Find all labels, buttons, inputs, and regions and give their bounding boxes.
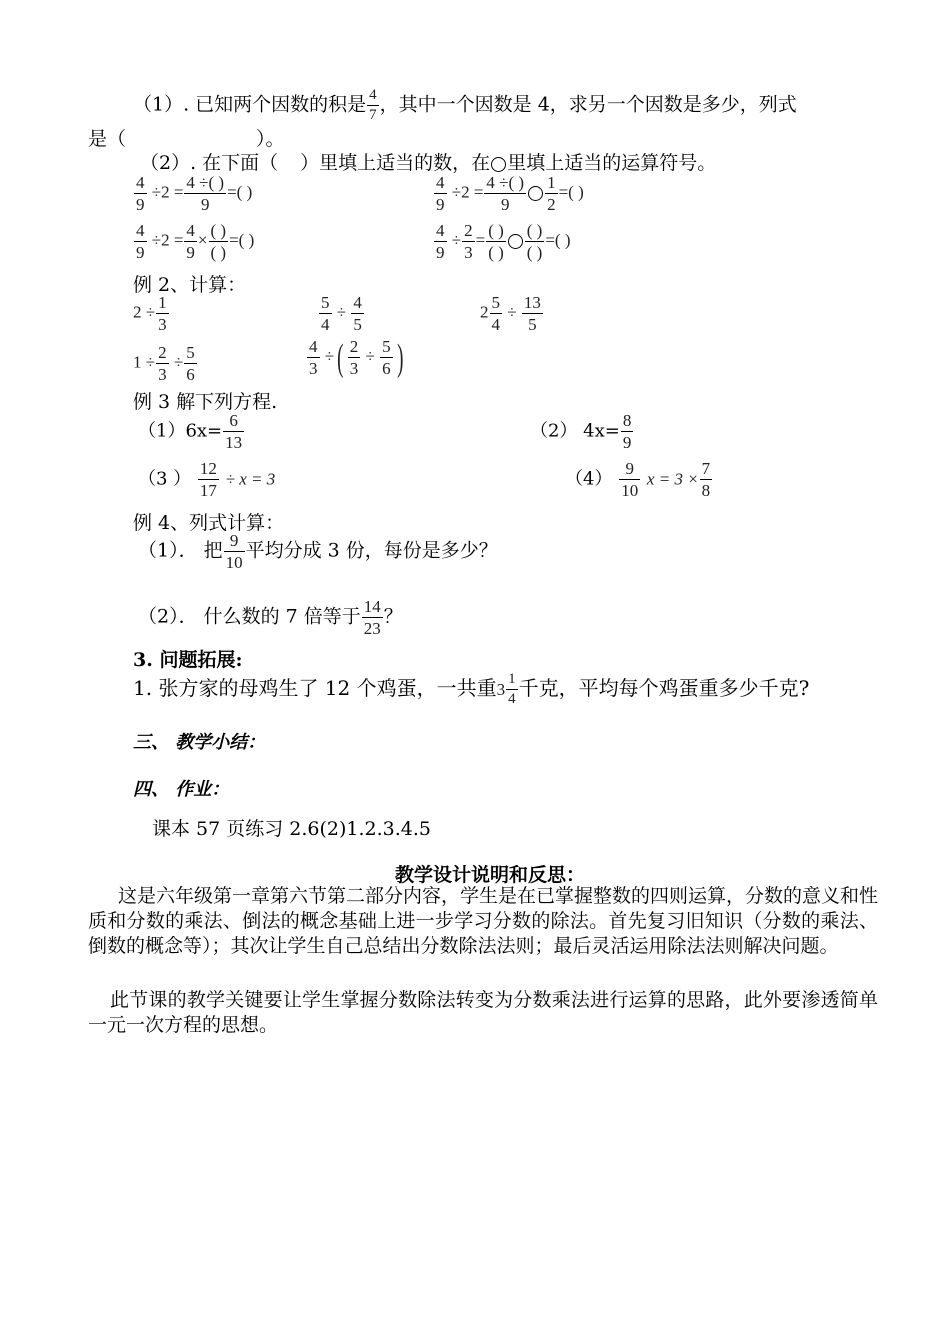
calc-2: $\frac{5}{4}$ ÷ $\frac{4}{5}$ — [321, 293, 362, 334]
fraction: $\frac{4}{9}$ — [186, 221, 195, 262]
summary-title: 三、 教学小结： — [133, 732, 266, 753]
question-2: （2）. 在下面（ ）里填上适当的数，在 里填上适当的运算符号。 — [140, 152, 717, 174]
example-4-part-1: （1）． 把 $\frac{9}{10}$ 平均分成 3 份，每份是多少？ — [138, 531, 498, 572]
fraction: $\frac{4}{9}$ — [436, 173, 445, 214]
fraction: $\frac{9}{10}$ — [621, 459, 639, 500]
fill-expression-1: $\frac{4}{9}$ ÷2 = $\frac{4 \div( )}{9}$ =( ) — [136, 173, 253, 214]
fraction: $\frac{9}{10}$ — [225, 531, 243, 572]
example-3-title: 例 3 解下列方程. — [133, 391, 278, 413]
example-4-title: 例 4、列式计算： — [133, 512, 285, 534]
fraction: $\frac{5}{6}$ — [186, 343, 195, 384]
fraction: $\frac{4}{9}$ — [136, 221, 145, 262]
fraction: $\frac{4}{7}$ — [369, 87, 377, 123]
fraction: $\frac{5}{4}$ — [491, 293, 500, 334]
right-parenthesis: ) — [396, 336, 404, 379]
circle-symbol — [491, 157, 506, 172]
fraction: $\frac{5}{6}$ — [382, 337, 391, 378]
fraction: $\frac{4}{9}$ — [436, 221, 445, 262]
calc-4: 1 ÷ $\frac{2}{3}$ ÷ $\frac{5}{6}$ — [133, 343, 195, 384]
left-parenthesis: ( — [337, 336, 344, 379]
calc-1: 2 ÷ $\frac{1}{3}$ — [133, 293, 167, 334]
fraction: $\frac{( )}{( )}$ — [210, 221, 227, 262]
calc-5: $\frac{4}{3}$ ÷( $\frac{2}{3}$ ÷ $\frac{5}{6}$ ) — [309, 336, 404, 379]
question-1-line1: （1）. 已知两个因数的积是 $\frac{4}{7}$ ，其中一个因数是 4，求另一个因数是多少，列式 — [133, 87, 797, 123]
fraction: $\frac{4 \div( )}{9}$ — [186, 173, 225, 214]
fraction: $\frac{4 \div( )}{9}$ — [486, 173, 525, 214]
circle-symbol — [528, 186, 543, 201]
fraction: $\frac{14}{23}$ — [363, 597, 381, 638]
fraction: $\frac{5}{4}$ — [321, 293, 330, 334]
fraction: $\frac{2}{3}$ — [464, 221, 473, 262]
fraction: $\frac{12}{17}$ — [199, 459, 217, 500]
section-3-title: 3. 问题拓展: — [133, 649, 243, 671]
fraction: $\frac{13}{5}$ — [523, 293, 541, 334]
example-4-part-2: （2）． 什么数的 7 倍等于 $\frac{14}{23}$ ？ — [138, 597, 403, 638]
fraction: $\frac{( )}{( )}$ — [526, 221, 543, 262]
fill-expression-4: $\frac{4}{9}$ ÷ $\frac{2}{3}$ = $\frac{( )}{( )}$ $\frac{( )}{( )}$ =( ) — [436, 221, 571, 262]
equation-1: （1）6x= $\frac{6}{13}$ — [138, 411, 243, 452]
section-3-question: 1. 张方家的母鸡生了 12 个鸡蛋，一共重3 $\frac{1}{4}$ 千克，平均每个鸡蛋重多少千克? — [133, 671, 810, 707]
reflection-title: 教学设计说明和反思： — [394, 864, 585, 886]
calc-3: 2 $\frac{5}{4}$ ÷ $\frac{13}{5}$ — [480, 293, 541, 334]
fraction: $\frac{8}{9}$ — [622, 411, 632, 452]
reflection-paragraph-1: 这是六年级第一章第六节第二部分内容，学生是在已掌握整数的四则运算，分数的意义和性质和分数的乘法、倒法的概念基础上进一步学习分数的除法。首先复习旧知识（分数的乘法、倒数的概念等）；其次让学生自己总结出分数除法法则；最后灵活运用除法法则解决问题。 — [88, 885, 879, 957]
question-1-line2: 是（ ）。 — [88, 128, 285, 150]
fill-expression-2: $\frac{4}{9}$ ÷2 = $\frac{4 \div( )}{9}$ $\frac{1}{2}$ =( ) — [436, 173, 584, 214]
fill-expression-3: $\frac{4}{9}$ ÷2 = $\frac{4}{9}$ × $\frac{( )}{( )}$ =( ) — [136, 221, 255, 262]
example-2-title: 例 2、计算： — [133, 274, 247, 296]
fraction: $\frac{6}{13}$ — [225, 411, 243, 452]
fraction: $\frac{4}{5}$ — [353, 293, 362, 334]
fraction: $\frac{1}{3}$ — [158, 293, 167, 334]
equation-4: （4） $\frac{9}{10}$ x = 3 × $\frac{7}{8}$ — [565, 459, 711, 500]
fraction: $\frac{1}{2}$ — [547, 173, 556, 214]
fraction: $\frac{2}{3}$ — [158, 343, 167, 384]
reflection-paragraph-2: 此节课的教学关键要让学生掌握分数除法转变为分数乘法进行运算的思路，此外要渗透简单一元一次方程的思想。 — [88, 989, 878, 1036]
fraction: $\frac{7}{8}$ — [701, 459, 711, 500]
homework-title: 四、 作业： — [133, 779, 230, 800]
equation-3: （3 ） $\frac{12}{17}$ ÷ x = 3 — [138, 459, 276, 500]
homework-text: 课本 57 页练习 2.6(2)1.2.3.4.5 — [152, 818, 432, 840]
fraction: $\frac{1}{4}$ — [508, 671, 516, 707]
circle-symbol — [508, 234, 523, 249]
fraction: $\frac{2}{3}$ — [349, 337, 359, 378]
fraction: $\frac{4}{9}$ — [136, 173, 145, 214]
fraction: $\frac{( )}{( )}$ — [488, 221, 504, 262]
fraction: $\frac{4}{3}$ — [309, 337, 318, 378]
equation-2: （2） 4x= $\frac{8}{9}$ — [530, 411, 632, 452]
